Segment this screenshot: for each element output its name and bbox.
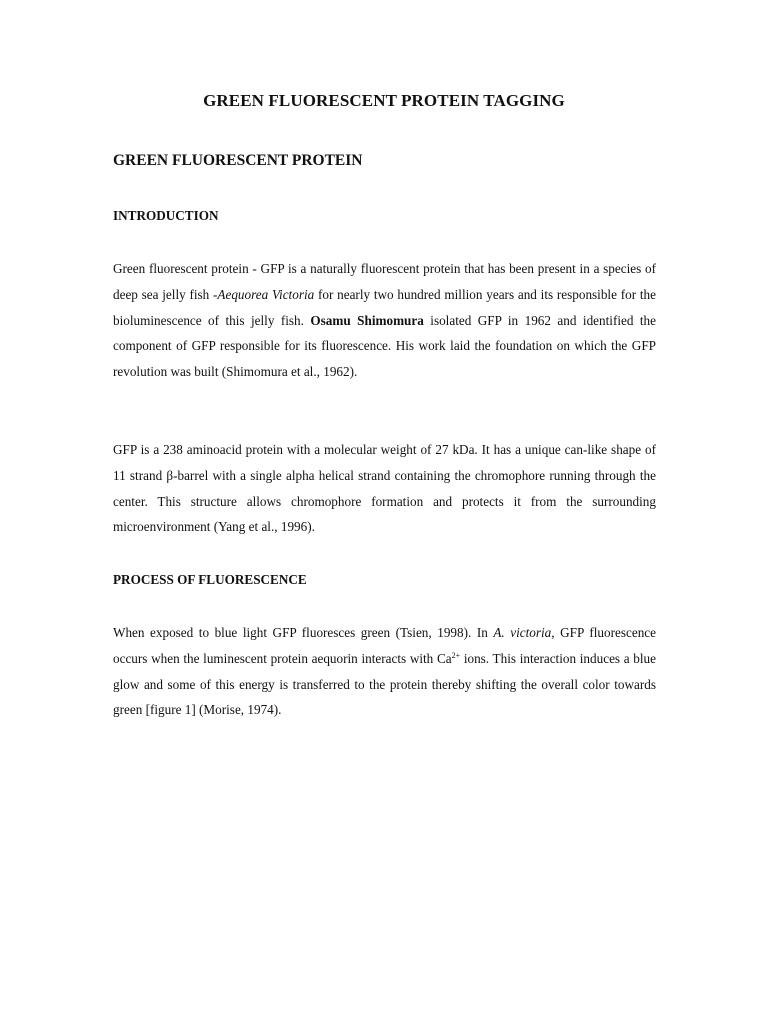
- process-text-a: When exposed to blue light GFP fluoresces green (Tsien, 1998). In: [113, 625, 494, 640]
- introduction-heading: INTRODUCTION: [113, 208, 219, 223]
- para1-scientist-name: Osamu Shimomura: [310, 312, 424, 328]
- process-text-b: , GFP fluorescence occurs when the luminescent protein aequorin interacts with Ca: [113, 625, 656, 666]
- para1-species: Aequorea Victoria: [217, 286, 315, 302]
- process-species: A. victoria: [493, 625, 552, 640]
- process-paragraph: [113, 620, 656, 723]
- process-text-c: ions. This interaction induces a blue glow and some of this energy is transferred to the protein thereby shifting the overall color towards green [figure 1] (Morise, 1974).: [113, 650, 656, 718]
- para1-text-c: isolated GFP in 1962 and identified the component of GFP responsible for its fluorescence. His work laid the foundation on which the GFP revolution was built (Shimomura et al., 1962).: [113, 312, 656, 380]
- para1-text-b: for nearly two hundred million years and its responsible for the bioluminescence of this jelly fish.: [113, 286, 656, 328]
- para1-text-a: Green fluorescent protein - GFP is a naturally fluorescent protein that has been present in a species of deep sea jelly fish -: [113, 261, 656, 302]
- calcium-charge-superscript: 2+: [451, 650, 461, 660]
- document-title: GREEN FLUORESCENT PROTEIN TAGGING: [203, 91, 565, 110]
- process-heading: PROCESS OF FLUORESCENCE: [113, 572, 307, 587]
- introduction-paragraph-2: GFP is a 238 aminoacid protein with a molecular weight of 27 kDa. It has a unique can-like shape of 11 strand β-barrel with a single alpha helical strand containing the chromophore running through the center. This structure allows chromophore formation and protects it from the surrounding microenvironment (Yang et al., 1996).: [113, 442, 656, 535]
- introduction-paragraph-1: [113, 256, 656, 385]
- section-heading: GREEN FLUORESCENT PROTEIN: [113, 152, 363, 169]
